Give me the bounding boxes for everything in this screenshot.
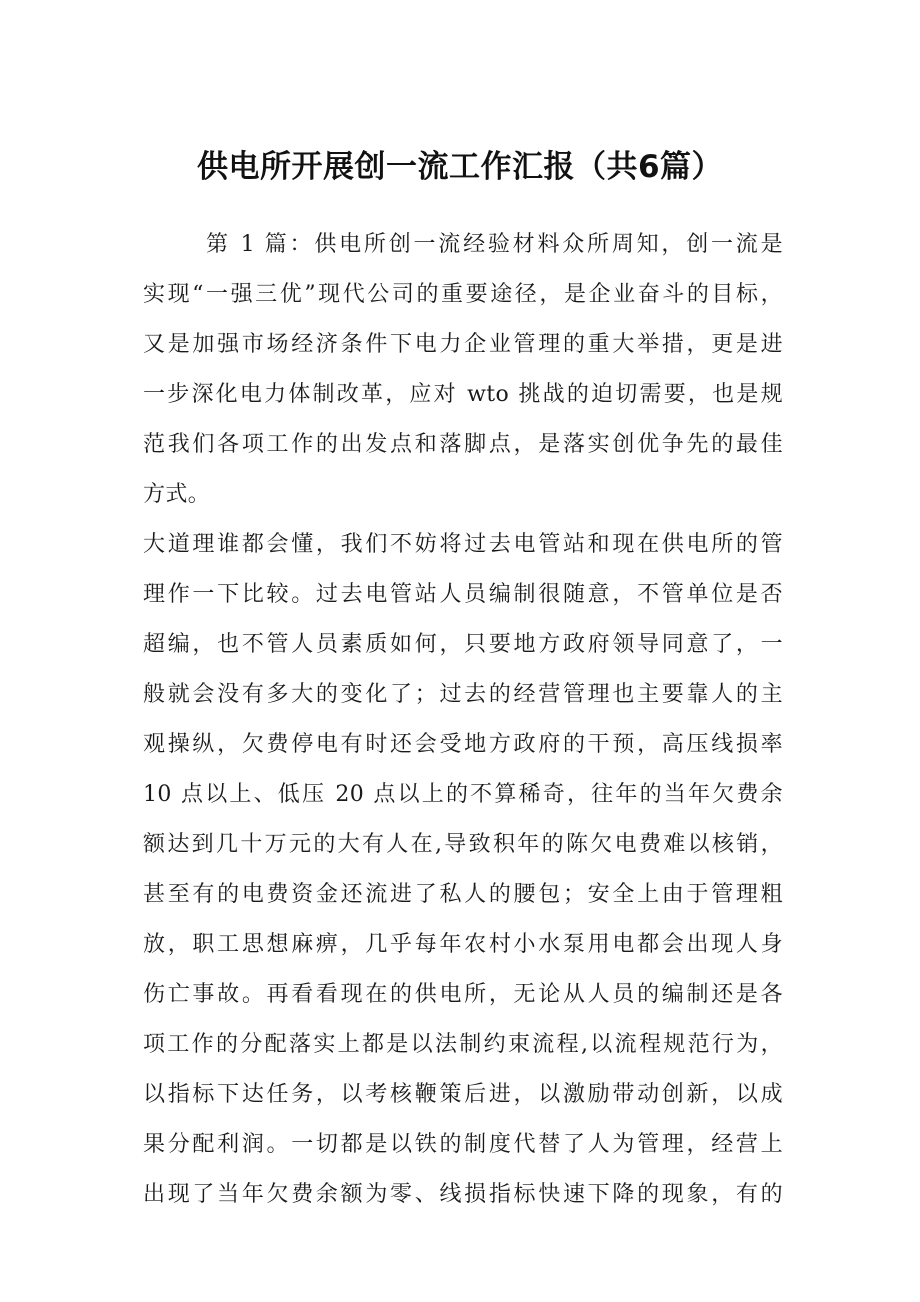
text-line: 又是加强市场经济条件下电力企业管理的重大举措，更是进	[143, 332, 783, 357]
text-line: 一步深化电力体制改革，应对 wto 挑战的迫切需要，也是规	[143, 382, 783, 407]
text-line: 观操纵，欠费停电有时还会受地方政府的干预，高压线损率	[143, 732, 783, 757]
text-line: 出现了当年欠费余额为零、线损指标快速下降的现象，有的	[143, 1182, 783, 1207]
text-line: 果分配利润。一切都是以铁的制度代替了人为管理，经营上	[143, 1132, 783, 1157]
text-line: 放，职工思想麻痹，几乎每年农村小水泵用电都会出现人身	[143, 932, 783, 957]
text-line: 额达到几十万元的大有人在,导致积年的陈欠电费难以核销，	[143, 832, 783, 857]
text-line: 超编，也不管人员素质如何，只要地方政府领导同意了，一	[143, 632, 783, 657]
text-line: 大道理谁都会懂，我们不妨将过去电管站和现在供电所的管	[143, 532, 783, 557]
text-line: 般就会没有多大的变化了；过去的经营管理也主要靠人的主	[143, 682, 783, 707]
text-line: 理作一下比较。过去电管站人员编制很随意，不管单位是否	[143, 582, 783, 607]
text-line: 项工作的分配落实上都是以法制约束流程,以流程规范行为，	[143, 1032, 783, 1057]
document-body	[143, 228, 783, 1228]
text-line: 伤亡事故。再看看现在的供电所，无论从人员的编制还是各	[143, 982, 783, 1007]
text-line: 实现“一强三优”现代公司的重要途径，是企业奋斗的目标，	[143, 282, 783, 307]
document-title: 供电所开展创一流工作汇报（共6篇）	[196, 149, 724, 185]
text-line: 范我们各项工作的出发点和落脚点，是落实创优争先的最佳	[143, 432, 783, 457]
text-line: 方式。	[143, 482, 211, 507]
text-line: 甚至有的电费资金还流进了私人的腰包；安全上由于管理粗	[143, 882, 783, 907]
text-line: 10 点以上、低压 20 点以上的不算稀奇，往年的当年欠费余	[143, 782, 783, 807]
text-line: 以指标下达任务，以考核鞭策后进，以激励带动创新，以成	[143, 1082, 783, 1107]
text-line: 第 1 篇：供电所创一流经验材料众所周知，创一流是	[206, 232, 783, 257]
